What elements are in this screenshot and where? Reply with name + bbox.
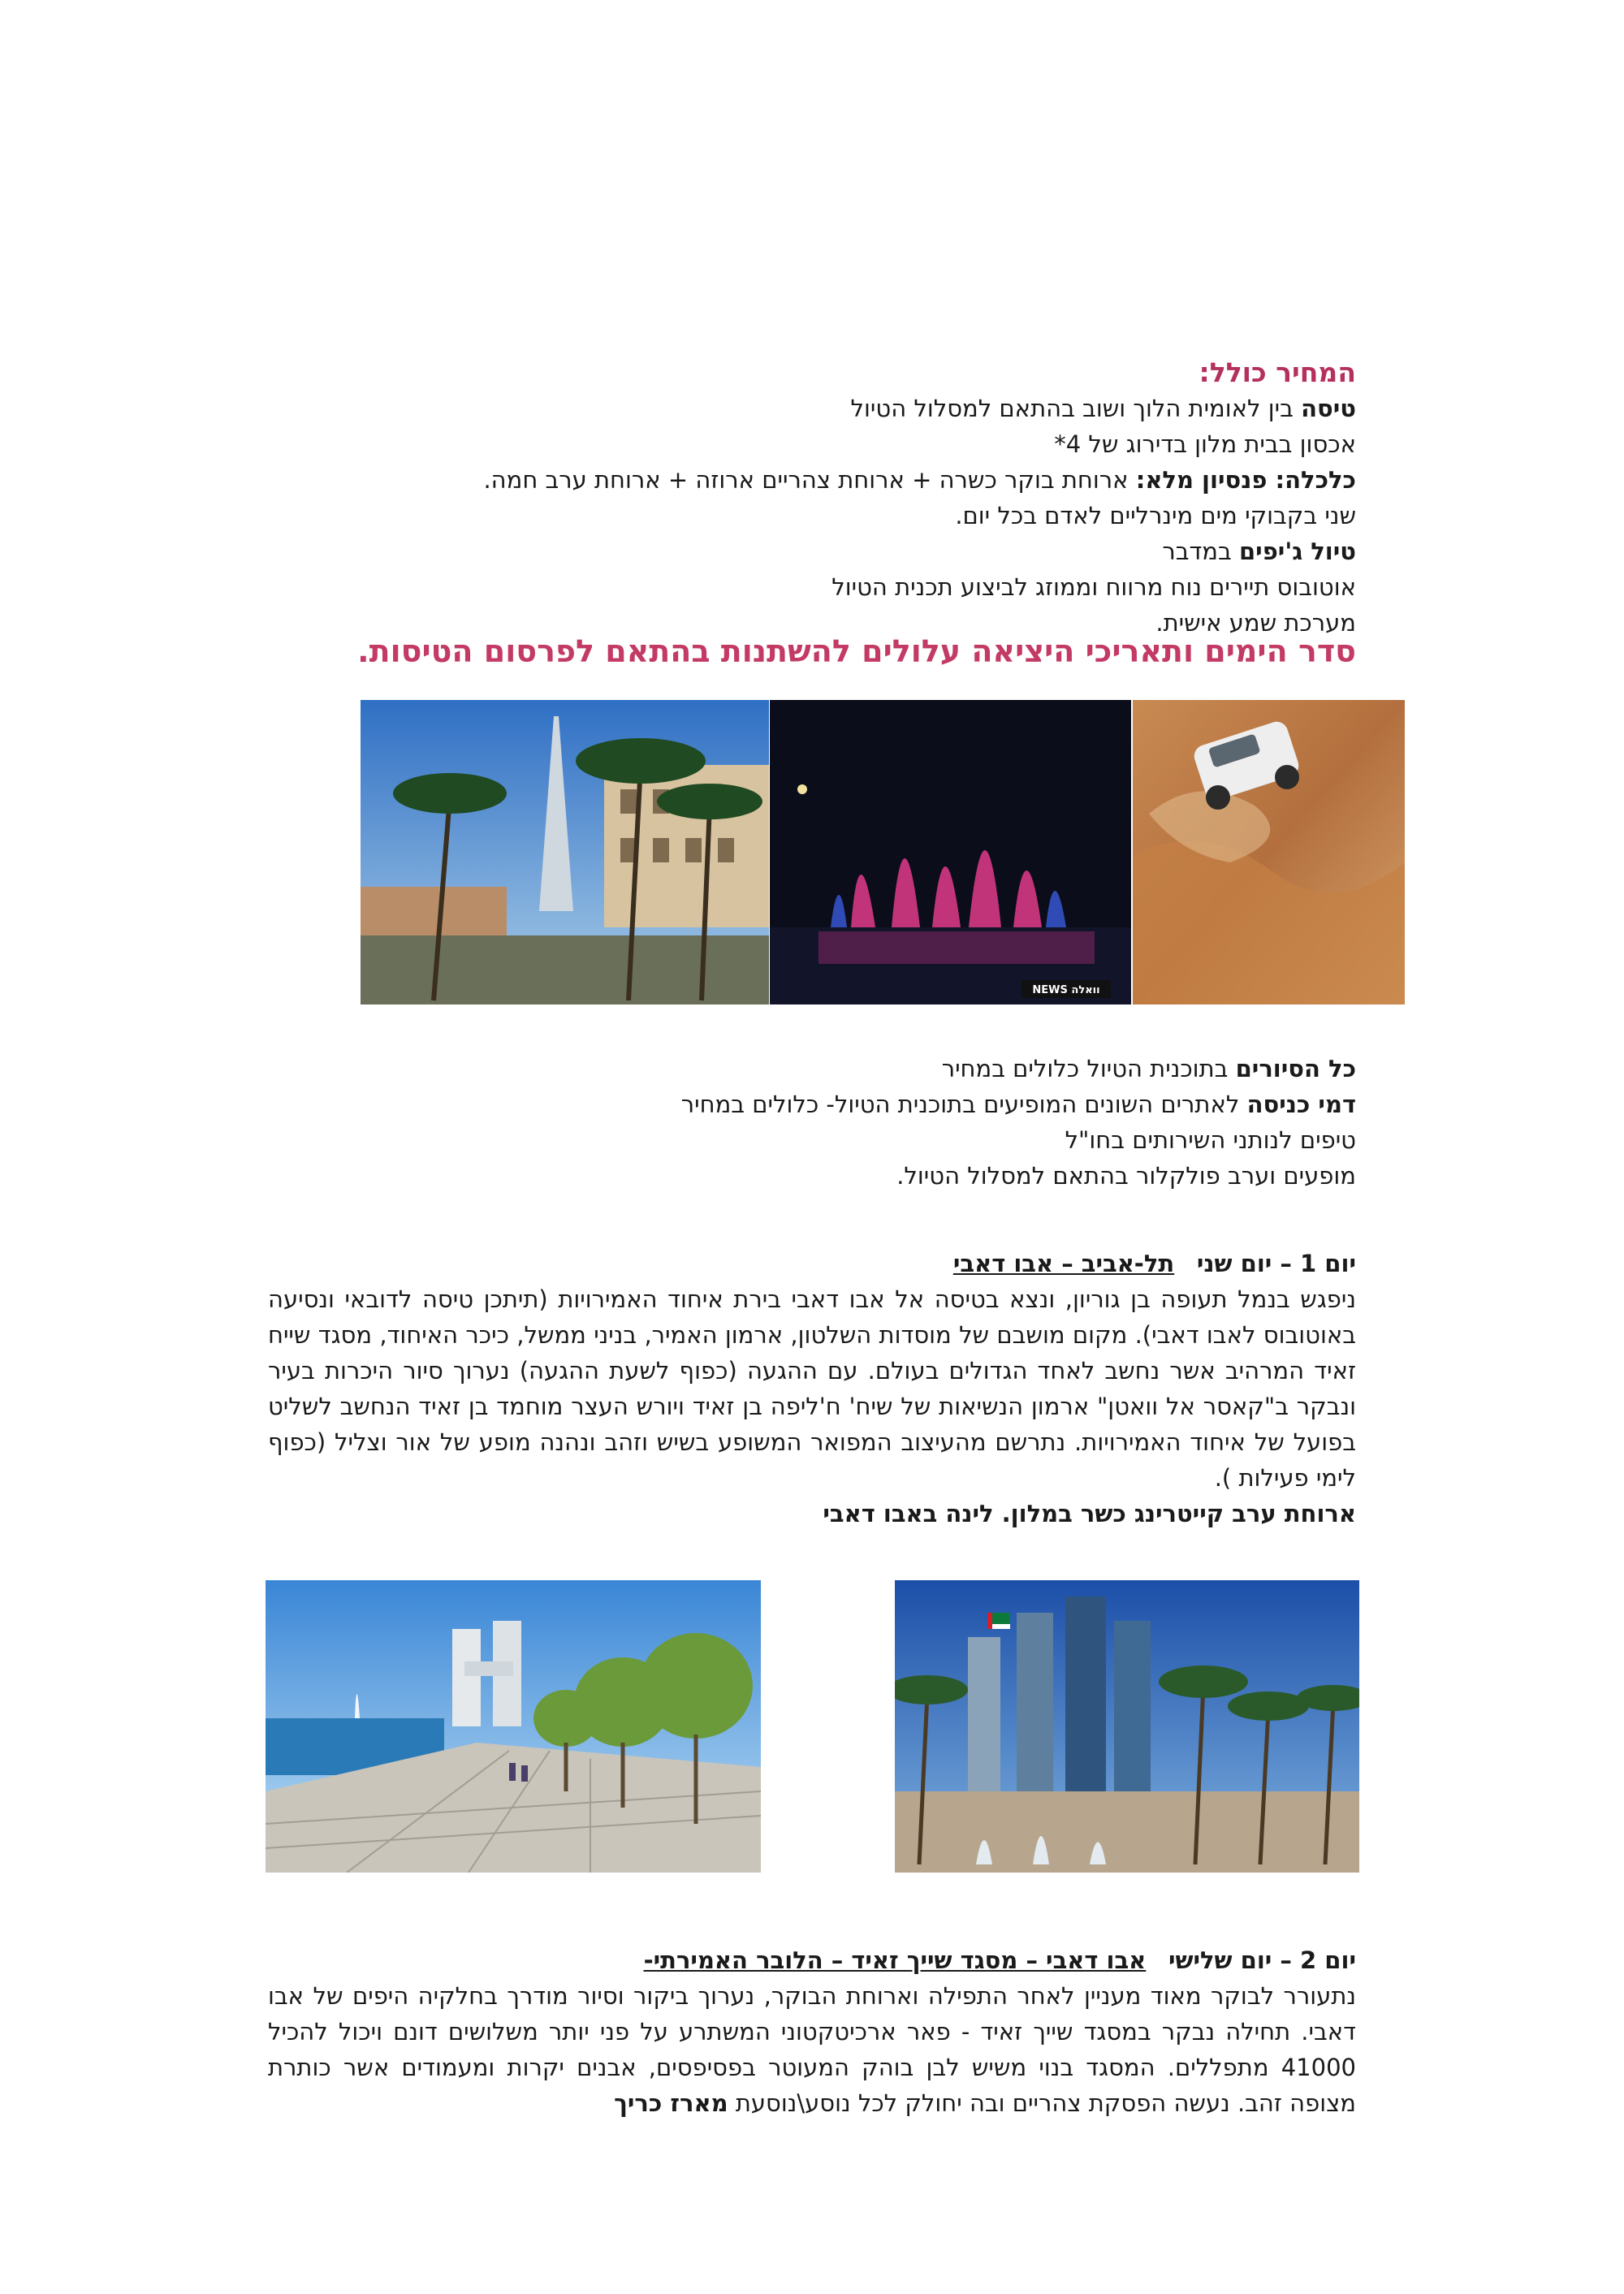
price-line: טיסה בין לאומית הלוך ושוב בהתאם למסלול הטיול [850, 395, 1356, 422]
photo-burj-khalifa [361, 700, 769, 1004]
included-line: דמי כניסה לאתרים השונים המופיעים בתוכנית הטיול- כלולים במחיר [680, 1091, 1356, 1118]
price-line: אכסון בבית מלון בדירוג של 4* [1054, 430, 1356, 458]
day2-body-bold: מארז כריך [614, 2089, 728, 2117]
day1-route: תל-אביב – אבו דאבי [952, 1250, 1175, 1277]
news-watermark: NEWS וואלה [1032, 984, 1100, 996]
included-line: כל הסיורים בתוכנית הטיול כלולים במחיר [941, 1055, 1356, 1082]
price-line: אוטובוס תיירים נוח מרווח וממוזג לביצוע תכנית הטיול [831, 573, 1356, 601]
price-line: מערכת שמע אישית. [1155, 609, 1356, 637]
photo-corniche-promenade [266, 1580, 761, 1873]
included-line: טיפים לנותני השירותים בחו"ל [1065, 1126, 1356, 1154]
day1-title [268, 1246, 1356, 1281]
day2-section [268, 1942, 1356, 2121]
photo-desert-jeep [1133, 700, 1405, 1004]
price-heading: המחיר כולל: [1199, 356, 1356, 388]
day1-body: ניפגש בנמל תעופה בן גוריון, ונצא בטיסה אל אבו דאבי בירת איחוד האמירויות (תיתכן טיסה לדובאי ונסיעה באוטובוס לאבו דאבי). מקום מושבם של מוסדות השלטון, ארמון האמיר, בניני ממשל, כיכר האיחוד, מסגד שייח זאיד המרהיב אשר נחשב לאחד הגדולים בעולם. עם ההגעה (כפוף לשעת ההגעה) נערוך סיור היכרות בעיר ונבקר ב"קאסר אל וואטן" ארמון הנשיאות של שיח' ח'ליפה בן זאיד ויורש העצר מוחמד בן זאיד הנחשב לשליט בפועל של איחוד האמירויות. נתרשם מהעיצוב המפואר המשופע בשיש וזהב ונהנה מופע של אור וצליל (כפוף לימי פעילות ). [268, 1285, 1356, 1492]
day2-route: אבו דאבי – מסגד שייך זאיד – הלובר האמירתי- [643, 1946, 1147, 1974]
included-section [300, 1051, 1356, 1194]
day2-label: יום 2 – יום שלישי [1168, 1946, 1356, 1974]
day1-section [268, 1246, 1356, 1531]
price-line: שני בקבוקי מים מינרליים לאדם בכל יום. [955, 502, 1356, 529]
photo-fountain-show [770, 700, 1131, 1004]
day2-title [268, 1942, 1356, 1978]
day1-footer: ארוחת ערב קייטרינג כשר במלון. לינה באבו דאבי [823, 1500, 1356, 1527]
departure-notice: סדר הימים ותאריכי היציאה עלולים להשתנות בהתאם לפרסום הטיסות. [357, 633, 1356, 669]
included-line: מופעים וערב פולקלור בהתאם למסלול הטיול. [896, 1162, 1356, 1190]
price-line: טיול ג'יפים במדבר [1162, 538, 1356, 565]
price-section [300, 355, 1356, 641]
day2-body: נתעורר לבוקר מאוד מעניין לאחר התפילה וארוחת הבוקר, נערוך ביקור וסיור מודרך בחלקיה היפים של אבו דאבי. תחילה נבקר במסגד שייך זאיד - פאר ארכיטקטוני המשתרע על פני יותר משלושים דונם ויכול להכיל 41000 מתפללים. המסגד בנוי משיש לבן בוהק המעוטר בפסיפסים, אבנים יקרות ומעמודים אשר כותרת מצופה זהב. נעשה הפסקת צהריים ובה יחולק לכל נוסע\נוסעת מארז כריך [268, 1982, 1356, 2117]
price-line: כלכלה: פנסיון מלא: ארוחת בוקר כשרה + ארוחת צהריים ארוזה + ארוחת ערב חמה. [483, 466, 1356, 494]
day1-label: יום 1 – יום שני [1196, 1250, 1356, 1277]
photo-abu-dhabi-towers [895, 1580, 1359, 1873]
